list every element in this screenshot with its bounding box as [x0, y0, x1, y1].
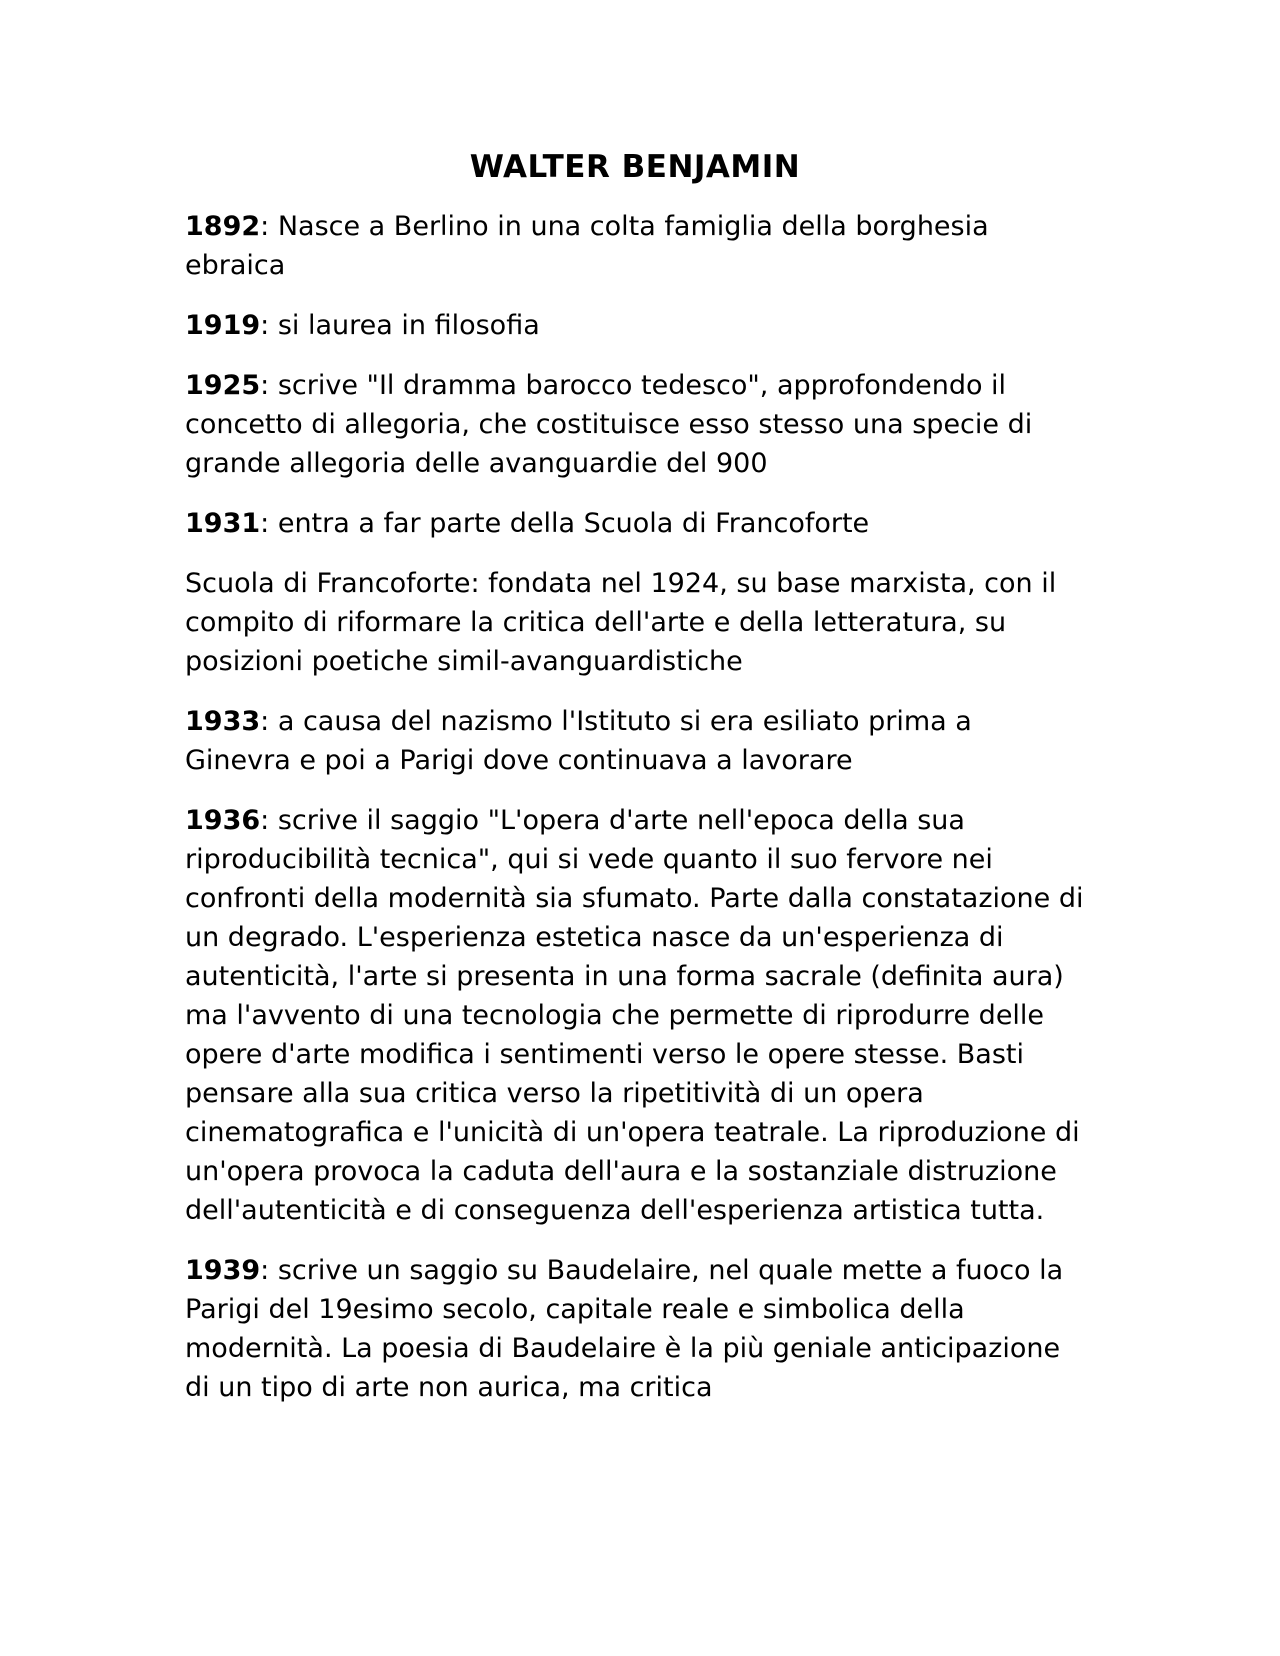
entry-1892	[185, 207, 1085, 285]
entry-1933	[185, 702, 1085, 780]
entry-1931	[185, 504, 1085, 543]
document-page	[185, 147, 1085, 1428]
entry-text: : entra a far parte della Scuola di Francoforte	[260, 508, 870, 539]
document-title: WALTER BENJAMIN	[469, 149, 801, 185]
entry-1919	[185, 306, 1085, 345]
entry-text: Scuola di Francoforte: fondata nel 1924, su base marxista, con il compito di riformare la critica dell'arte e della letteratura, su posizioni poetiche simil-avanguardistiche	[185, 568, 1057, 677]
entry-year: 1925	[185, 370, 261, 401]
entry-text: : Nasce a Berlino in una colta famiglia della borghesia ebraica	[185, 211, 989, 281]
entry-1939	[185, 1251, 1085, 1407]
entry-year: 1939	[185, 1255, 261, 1286]
entry-year: 1933	[185, 706, 261, 737]
entry-text: : a causa del nazismo l'Istituto si era esiliato prima a Ginevra e poi a Parigi dove continuava a lavorare	[185, 706, 972, 776]
entry-year: 1936	[185, 805, 261, 836]
entry-text: : scrive un saggio su Baudelaire, nel quale mette a fuoco la Parigi del 19esimo secolo, capitale reale e simbolica della modernità. La poesia di Baudelaire è la più geniale anticipazione di un tipo di arte non aurica, ma critica	[185, 1255, 1064, 1403]
scuola-francoforte-note	[185, 564, 1085, 681]
entry-text: : scrive il saggio "L'opera d'arte nell'epoca della sua riproducibilità tecnica", qui si vede quanto il suo fervore nei confronti della modernità sia sfumato. Parte dalla constatazione di un degrado. L'esperienza estetica nasce da un'esperienza di autenticità, l'arte si presenta in una forma sacrale (definita aura) ma l'avvento di una tecnologia che permette di riprodurre delle opere d'arte modifica i sentimenti verso le opere stesse. Basti pensare alla sua critica verso la ripetitività di un opera cinematografica e l'unicità di un'opera teatrale. La riproduzione di un'opera provoca la caduta dell'aura e la sostanziale distruzione dell'autenticità e di conseguenza dell'esperienza artistica tutta.	[185, 805, 1084, 1226]
entry-year: 1892	[185, 211, 261, 242]
entry-1925	[185, 366, 1085, 483]
entry-year: 1919	[185, 310, 261, 341]
entry-text: : si laurea in filosofia	[260, 310, 540, 341]
entry-text: : scrive "Il dramma barocco tedesco", approfondendo il concetto di allegoria, che costituisce esso stesso una specie di grande allegoria delle avanguardie del 900	[185, 370, 1033, 479]
entry-1936	[185, 801, 1085, 1230]
entry-year: 1931	[185, 508, 261, 539]
